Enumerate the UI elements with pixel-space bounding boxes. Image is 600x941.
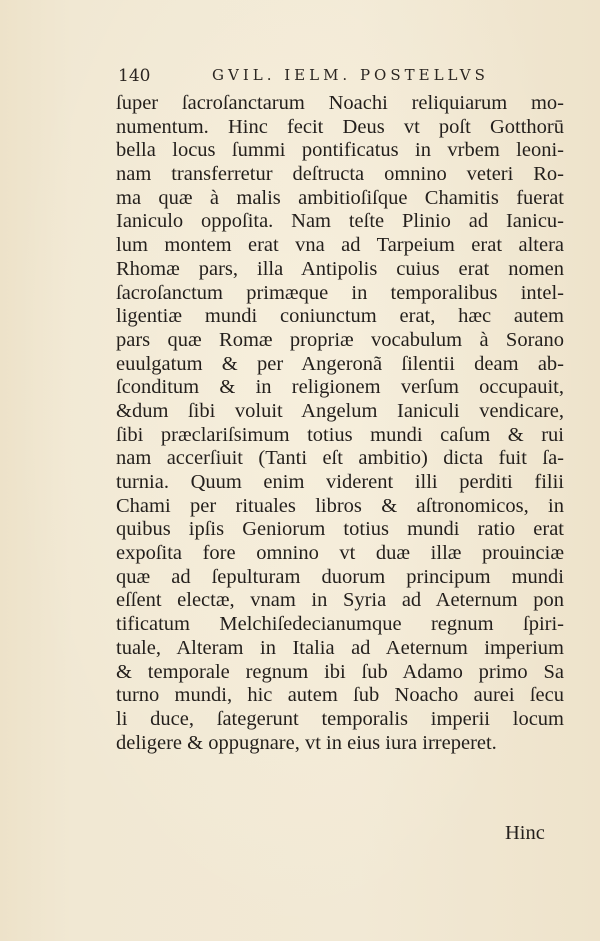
page-number: 140	[118, 66, 151, 86]
catchword: Hinc	[505, 822, 545, 844]
running-title: GVIL. IELM. POSTELLVS	[212, 66, 489, 84]
text-line: ma quæ à malis ambitioſiſque Chamitis fuerat	[116, 186, 564, 209]
text-line: Rhomæ pars, illa Antipolis cuius erat nomen	[116, 257, 564, 280]
text-line: euulgatum & per Angeronã ſilentii deam ab-	[116, 352, 564, 375]
text-line: tificatum Melchiſedecianumque regnum ſpiri-	[116, 613, 564, 636]
text-line: lum montem erat vna ad Tarpeium erat altera	[116, 234, 564, 257]
text-line: turno mundi, hic autem ſub Noacho aurei ſecu	[116, 684, 564, 707]
text-line: &dum ſibi voluit Angelum Ianiculi vendicare,	[116, 399, 564, 422]
text-line: quæ ad ſepulturam duorum principum mundi	[116, 565, 564, 588]
text-line: quibus ipſis Geniorum totius mundi ratio erat	[116, 518, 564, 541]
text-line: eſſent electæ, vnam in Syria ad Aeternum pon	[116, 589, 564, 612]
text-line: ligentiæ mundi coniunctum erat, hæc autem	[116, 305, 564, 328]
text-line: bella locus ſummi pontificatus in vrbem leoni-	[116, 139, 564, 162]
text-line: Chami per rituales libros & aſtronomicos, in	[116, 494, 564, 517]
text-line: deligere & oppugnare, vt in eius iura irreperet.	[116, 731, 497, 754]
text-line: nam accerſiuit (Tanti eſt ambitio) dicta fuit ſa-	[116, 447, 564, 470]
text-line: pars quæ Romæ propriæ vocabulum à Sorano	[116, 328, 564, 351]
body-text	[116, 92, 564, 755]
text-line: Ianiculo oppoſita. Nam teſte Plinio ad Ianicu-	[116, 210, 564, 233]
text-line: numentum. Hinc fecit Deus vt poſt Gotthorū	[116, 115, 564, 138]
text-line: ſuper ſacroſanctarum Noachi reliquiarum mo-	[116, 92, 564, 114]
text-line: nam transferretur deſtructa omnino veteri Ro-	[116, 163, 564, 186]
text-line: & temporale regnum ibi ſub Adamo primo Sa	[116, 660, 564, 683]
text-line: ſibi præclariſsimum totius mundi caſum & rui	[116, 423, 564, 446]
running-head	[118, 62, 558, 86]
text-line: expoſita fore omnino vt duæ illæ prouinciæ	[116, 542, 564, 565]
text-line: ſacroſanctum primæque in temporalibus intel-	[116, 281, 564, 304]
text-line: li duce, ſategerunt temporalis imperii locum	[116, 707, 564, 730]
text-line: tuale, Alteram in Italia ad Aeternum imperium	[116, 636, 564, 659]
text-line: ſconditum & in religionem verſum occupauit,	[116, 376, 564, 399]
text-line: turnia. Quum enim viderent illi perditi filii	[116, 471, 564, 493]
